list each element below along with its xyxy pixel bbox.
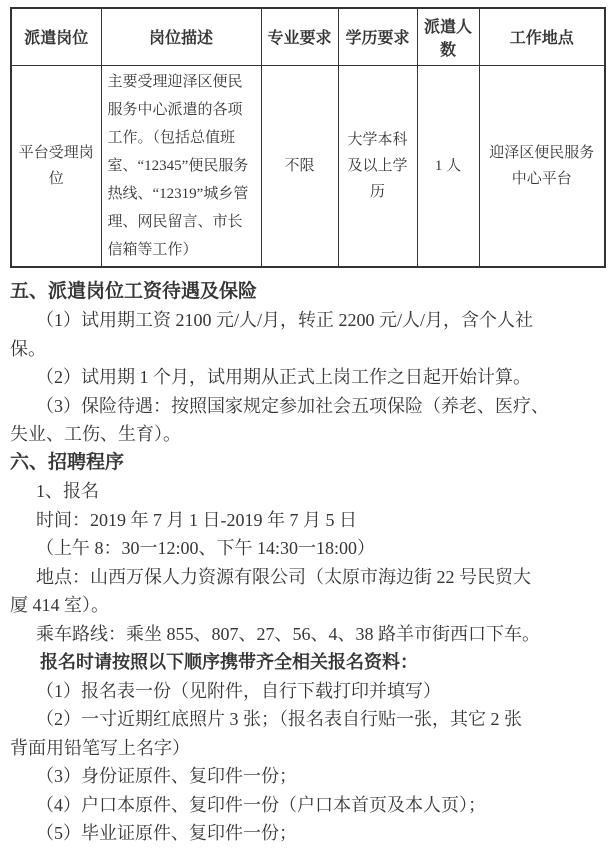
text-line: 失业、工伤、生育）。 bbox=[10, 424, 181, 444]
col-header-headcount: 派遣人数 bbox=[417, 8, 479, 65]
text-line: （3）保险待遇：按照国家规定参加社会五项保险（养老、医疗、 bbox=[36, 395, 549, 416]
text-line: 背面用铅笔写上名字） bbox=[10, 737, 190, 758]
text-line: （1）报名表一份（见附件，自行下载打印并填写） bbox=[36, 680, 441, 701]
text-line: 地点：山西万保人力资源有限公司（太原市海边街 22 号民贸大 bbox=[36, 566, 531, 587]
text-line: （4）户口本原件、复印件一份（户口本首页及本人页）； bbox=[36, 794, 486, 815]
col-header-education-requirement: 学历要求 bbox=[338, 8, 417, 65]
cell-major-requirement: 不限 bbox=[261, 65, 338, 267]
col-header-dispatch-post: 派遣岗位 bbox=[11, 8, 101, 65]
text-line: （2）试用期 1 个月，试用期从正式上岗工作之日起开始计算。 bbox=[36, 367, 531, 387]
text-line: 保。 bbox=[10, 338, 46, 359]
col-header-work-location: 工作地点 bbox=[479, 8, 605, 65]
col-header-major-requirement: 专业要求 bbox=[261, 8, 338, 65]
cell-education-requirement: 大学本科及以上学历 bbox=[338, 65, 417, 267]
position-table bbox=[10, 7, 606, 268]
cell-post-description: 主要受理迎泽区便民服务中心派遣的各项工作。（包括总值班室、“12345”便民服务热线、“12319”城乡管理、网民留言、市长信箱等工作） bbox=[101, 65, 261, 267]
text-line: 五、派遣岗位工资待遇及保险 bbox=[10, 280, 258, 302]
text-line: 报名时请按照以下顺序携带齐全相关报名资料： bbox=[40, 652, 418, 672]
text-line: 乘车路线：乘坐 855、807、27、56、4、38 路羊市街西口下车。 bbox=[36, 623, 540, 644]
col-header-post-description: 岗位描述 bbox=[101, 8, 261, 65]
cell-headcount: 1 人 bbox=[417, 65, 479, 267]
text-line: （3）身份证原件、复印件一份； bbox=[36, 766, 297, 786]
text-line: （5）毕业证原件、复印件一份； bbox=[36, 823, 297, 843]
cell-dispatch-post: 平台受理岗位 bbox=[11, 65, 101, 267]
text-line: （上午 8：30一12:00、下午 14:30一18:00） bbox=[36, 538, 376, 558]
text-line: 时间：2019 年 7 月 1 日-2019 年 7 月 5 日 bbox=[36, 509, 357, 530]
text-line: 六、招聘程序 bbox=[10, 451, 125, 473]
document-body bbox=[10, 268, 605, 848]
text-line: （1）试用期工资 2100 元/人/月，转正 2200 元/人/月，含个人社 bbox=[36, 310, 534, 330]
cell-work-location: 迎泽区便民服务中心平台 bbox=[479, 65, 605, 267]
table-row bbox=[11, 65, 605, 267]
table-header-row bbox=[11, 8, 605, 65]
text-line: （2）一寸近期红底照片 3 张；（报名表自行贴一张，其它 2 张 bbox=[36, 709, 522, 729]
text-line: 厦 414 室）。 bbox=[10, 595, 109, 615]
text-line: 1、报名 bbox=[36, 481, 99, 501]
